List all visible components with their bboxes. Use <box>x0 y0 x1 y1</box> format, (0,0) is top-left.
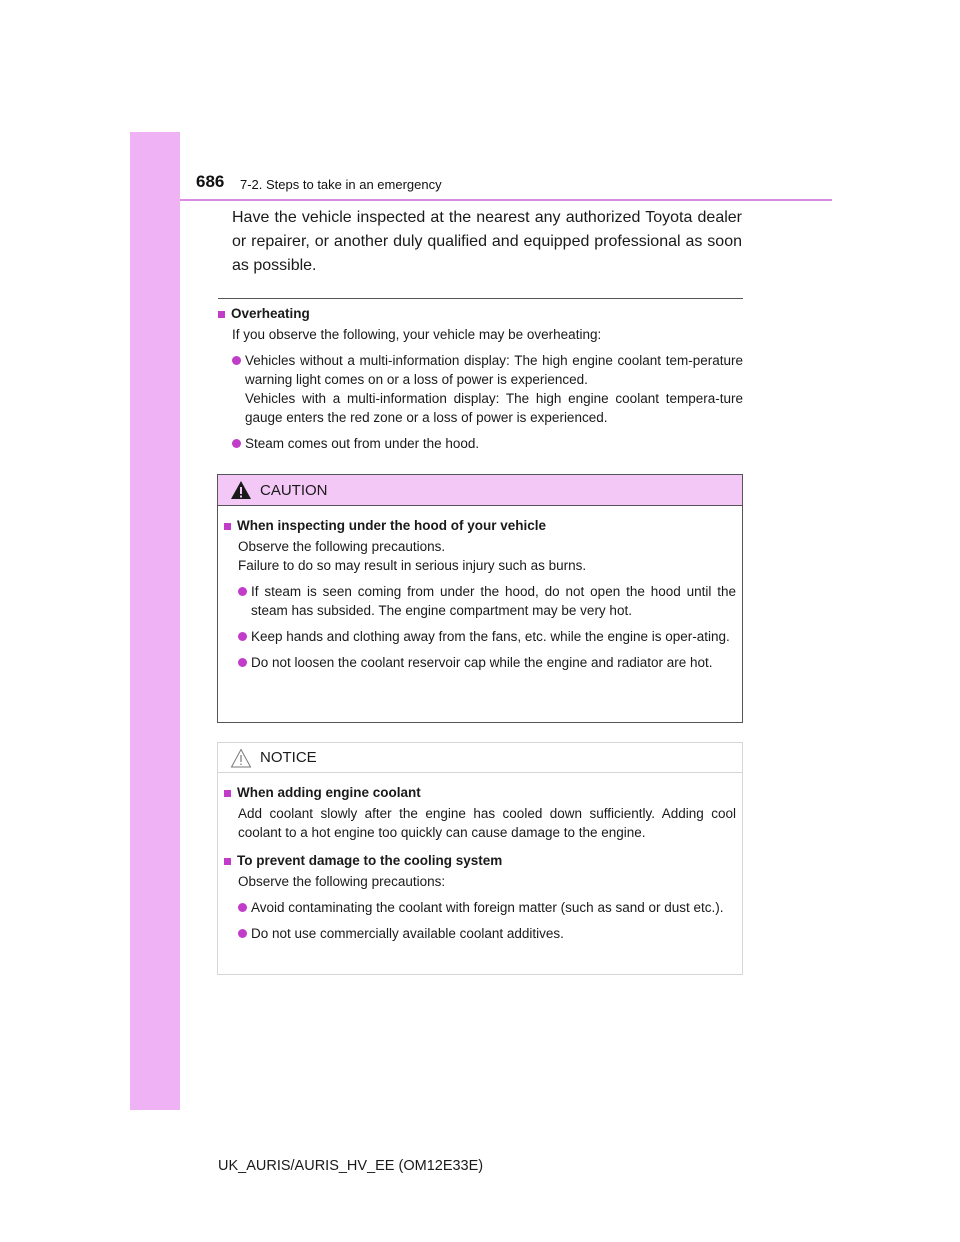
notice-body <box>218 773 742 943</box>
list-item-text: If steam is seen coming from under the hood, do not open the hood until the steam has subsided. The engine compartment may be very hot. <box>251 584 736 618</box>
caution-heading-text: When inspecting under the hood of your vehicle <box>237 518 547 533</box>
caution-line: Observe the following precautions. <box>238 539 446 554</box>
notice-box <box>217 742 743 975</box>
notice-text: Add coolant slowly after the engine has cooled down sufficiently. Adding cool coolant to a hot engine too quickly can cause damage to the engine. <box>238 806 736 840</box>
caution-body <box>218 506 742 672</box>
list-item <box>238 627 736 646</box>
list-item-text: Vehicles with a multi-information display: The high engine coolant tempera-ture gauge enters the red zone or a loss of power is experienced. <box>245 391 743 425</box>
bullet-dot-icon <box>232 439 241 448</box>
caution-label: CAUTION <box>260 481 328 499</box>
square-bullet-icon <box>218 311 225 318</box>
page-number: 686 <box>196 172 225 191</box>
notice-heading <box>224 852 736 870</box>
caution-box <box>217 474 743 723</box>
bullet-dot-icon <box>232 356 241 365</box>
list-item <box>238 924 736 943</box>
square-bullet-icon <box>224 790 231 797</box>
caution-line: Failure to do so may result in serious injury such as burns. <box>238 558 587 573</box>
notice-heading-text: When adding engine coolant <box>237 785 421 800</box>
bullet-dot-icon <box>238 587 247 596</box>
notice-text: Observe the following precautions: <box>238 874 446 889</box>
list-item <box>238 898 736 917</box>
caution-heading <box>224 517 736 535</box>
side-tab-strip <box>130 132 180 1110</box>
bullet-dot-icon <box>238 929 247 938</box>
list-item <box>238 653 736 672</box>
list-item-text: Avoid contaminating the coolant with foreign matter (such as sand or dust etc.). <box>251 900 724 915</box>
list-item <box>238 582 736 620</box>
warning-triangle-icon <box>230 480 252 500</box>
section-divider <box>218 298 743 299</box>
header-rule <box>180 199 832 201</box>
notice-label: NOTICE <box>260 749 317 766</box>
list-item <box>232 351 743 427</box>
bullet-dot-icon <box>238 632 247 641</box>
intro-paragraph: Have the vehicle inspected at the nearest any authorized Toyota dealer or repairer, or another duly qualified and equipped professional as soon as possible. <box>232 209 742 274</box>
section-title: 7-2. Steps to take in an emergency <box>240 177 442 192</box>
list-item-text: Do not loosen the coolant reservoir cap while the engine and radiator are hot. <box>251 655 713 670</box>
list-item-text: Steam comes out from under the hood. <box>245 436 480 451</box>
bullet-dot-icon <box>238 903 247 912</box>
list-item-text: Do not use commercially available coolant additives. <box>251 926 564 941</box>
list-item-text: Vehicles without a multi-information display: The high engine coolant tem-perature warning light comes on or a loss of power is experienced. <box>245 353 743 387</box>
square-bullet-icon <box>224 858 231 865</box>
overheating-heading <box>218 305 743 323</box>
list-item <box>232 434 743 453</box>
overheating-section <box>218 305 743 453</box>
square-bullet-icon <box>224 523 231 530</box>
footer-model-code: UK_AURIS/AURIS_HV_EE (OM12E33E) <box>218 1158 484 1174</box>
notice-heading <box>224 784 736 802</box>
notice-header <box>218 743 742 773</box>
overheating-lead: If you observe the following, your vehicle may be overheating: <box>232 327 602 342</box>
warning-outline-icon <box>230 748 252 768</box>
list-item-text: Keep hands and clothing away from the fans, etc. while the engine is oper-ating. <box>251 629 730 644</box>
notice-heading-text: To prevent damage to the cooling system <box>237 853 503 868</box>
overheating-title: Overheating <box>231 306 310 321</box>
bullet-dot-icon <box>238 658 247 667</box>
caution-header <box>218 475 742 506</box>
